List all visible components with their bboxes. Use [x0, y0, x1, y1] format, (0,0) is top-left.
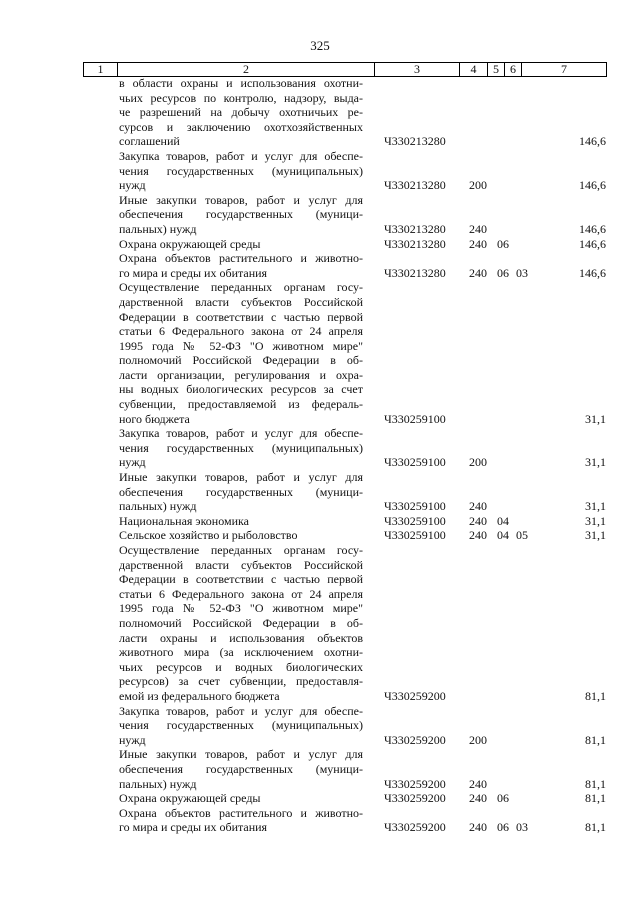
description-line: нужд — [119, 732, 146, 747]
target-code: Ч330213280 — [384, 236, 446, 251]
amount: 81,1 — [585, 791, 606, 806]
description-line: ны водных биологических ресурсов за счет — [119, 382, 363, 397]
target-code: Ч330259200 — [384, 791, 446, 806]
row-description — [119, 806, 363, 835]
description-line: обеспечения государственных (муници- — [119, 761, 363, 776]
description-line: нужд — [119, 178, 146, 193]
row-description — [119, 470, 363, 514]
expense-type: 240 — [469, 820, 487, 835]
table-row — [0, 426, 640, 470]
row-description — [119, 514, 363, 529]
table-row — [0, 791, 640, 806]
table-row — [0, 543, 640, 704]
description-line: чения государственных (муниципальных) — [119, 440, 363, 455]
target-code: Ч330213280 — [384, 265, 446, 280]
table-row — [0, 237, 640, 252]
column-header-5: 5 — [488, 63, 505, 77]
table-row — [0, 806, 640, 835]
amount: 31,1 — [585, 528, 606, 543]
description-line: дарственной власти субъектов Российской — [119, 294, 363, 309]
target-code: Ч330259200 — [384, 776, 446, 791]
subsection: 03 — [516, 820, 528, 835]
expense-type: 200 — [469, 178, 487, 193]
amount: 81,1 — [585, 820, 606, 835]
description-line: соглашений — [119, 134, 180, 149]
row-description — [119, 791, 363, 806]
description-line: чьих ресурсов и водных биологических — [119, 659, 363, 674]
description-line: Сельское хозяйство и рыболовство — [119, 528, 298, 543]
row-description — [119, 280, 363, 426]
expense-type: 240 — [469, 776, 487, 791]
row-description — [119, 76, 363, 149]
row-description — [119, 528, 363, 543]
amount: 31,1 — [585, 455, 606, 470]
description-line: Охрана окружающей среды — [119, 791, 261, 806]
row-description — [119, 237, 363, 252]
column-header-table — [83, 62, 607, 77]
description-line: полномочий Российской Федерации в об- — [119, 615, 363, 630]
section: 04 — [497, 513, 509, 528]
table-row — [0, 704, 640, 748]
section: 06 — [497, 791, 509, 806]
amount: 31,1 — [585, 499, 606, 514]
description-line: статьи 6 Федерального закона от 24 апреля — [119, 586, 363, 601]
amount: 146,6 — [579, 178, 606, 193]
description-line: Охрана объектов растительного и животно- — [119, 805, 363, 820]
target-code: Ч330259200 — [384, 820, 446, 835]
description-line: Иные закупки товаров, работ и услуг для — [119, 747, 363, 762]
expense-type: 240 — [469, 513, 487, 528]
row-description — [119, 543, 363, 704]
description-line: Охрана объектов растительного и животно- — [119, 251, 363, 266]
column-header-7: 7 — [522, 63, 607, 77]
target-code: Ч330259200 — [384, 688, 446, 703]
amount: 146,6 — [579, 265, 606, 280]
description-line: чения государственных (муниципальных) — [119, 718, 363, 733]
description-line: ресурсов) за счет субвенции, предоставля- — [119, 674, 363, 689]
amount: 146,6 — [579, 236, 606, 251]
row-description — [119, 149, 363, 193]
description-line: чения государственных (муниципальных) — [119, 163, 363, 178]
description-line: го мира и среды их обитания — [119, 820, 268, 835]
table-row — [0, 280, 640, 426]
expense-type: 240 — [469, 528, 487, 543]
description-line: 1995 года № 52-ФЗ "О животном мире" — [119, 601, 363, 616]
section: 06 — [497, 236, 509, 251]
description-line: дарственной власти субъектов Российской — [119, 557, 363, 572]
amount: 81,1 — [585, 776, 606, 791]
description-line: ласти охраны и использования объектов — [119, 630, 363, 645]
row-description — [119, 426, 363, 470]
description-line: Иные закупки товаров, работ и услуг для — [119, 192, 363, 207]
description-line: животного мира (за исключением охотни- — [119, 645, 363, 660]
description-line: пальных) нужд — [119, 776, 197, 791]
description-line: ного бюджета — [119, 411, 190, 426]
column-header-1: 1 — [84, 63, 118, 77]
description-line: полномочий Российской Федерации в об- — [119, 353, 363, 368]
row-description — [119, 193, 363, 237]
description-line: в области охраны и использования охотни- — [119, 76, 363, 90]
row-description — [119, 251, 363, 280]
target-code: Ч330259200 — [384, 732, 446, 747]
description-line: Федерации в соответствии с частью первой — [119, 572, 363, 587]
subsection: 05 — [516, 528, 528, 543]
description-line: Закупка товаров, работ и услуг для обеспе- — [119, 426, 363, 441]
target-code: Ч330213280 — [384, 134, 446, 149]
description-line: емой из федерального бюджета — [119, 688, 280, 703]
target-code: Ч330213280 — [384, 178, 446, 193]
description-line: го мира и среды их обитания — [119, 265, 268, 280]
description-line: Охрана окружающей среды — [119, 236, 261, 251]
description-line: чьих ресурсов по контролю, надзору, выда- — [119, 90, 363, 105]
description-line: обеспечения государственных (муници- — [119, 484, 363, 499]
expense-type: 240 — [469, 499, 487, 514]
description-line: 1995 года № 52-ФЗ "О животном мире" — [119, 338, 363, 353]
row-description — [119, 704, 363, 748]
section: 06 — [497, 820, 509, 835]
description-line: пальных) нужд — [119, 221, 197, 236]
table-row — [0, 193, 640, 237]
target-code: Ч330259100 — [384, 411, 446, 426]
column-header-2: 2 — [118, 63, 375, 77]
table-row — [0, 470, 640, 514]
table-row — [0, 76, 640, 149]
target-code: Ч330213280 — [384, 221, 446, 236]
amount: 146,6 — [579, 221, 606, 236]
target-code: Ч330259100 — [384, 455, 446, 470]
target-code: Ч330259100 — [384, 528, 446, 543]
description-line: Иные закупки товаров, работ и услуг для — [119, 470, 363, 485]
column-header-6: 6 — [505, 63, 522, 77]
budget-table-body — [0, 76, 640, 835]
description-line: че разрешений на добычу охотничьих ре- — [119, 105, 363, 120]
description-line: нужд — [119, 455, 146, 470]
description-line: субвенции, предоставляемой из федераль- — [119, 397, 363, 412]
amount: 81,1 — [585, 732, 606, 747]
amount: 31,1 — [585, 411, 606, 426]
section: 04 — [497, 528, 509, 543]
description-line: Федерации в соответствии с частью первой — [119, 309, 363, 324]
description-line: ласти организации, регулирования и охра- — [119, 367, 363, 382]
description-line: Осуществление переданных органам госу- — [119, 280, 363, 295]
target-code: Ч330259100 — [384, 499, 446, 514]
row-description — [119, 747, 363, 791]
table-row — [0, 149, 640, 193]
column-header-4: 4 — [460, 63, 488, 77]
description-line: статьи 6 Федерального закона от 24 апреля — [119, 324, 363, 339]
description-line: Национальная экономика — [119, 513, 249, 528]
table-row — [0, 747, 640, 791]
column-header-row — [84, 63, 607, 77]
table-row — [0, 251, 640, 280]
column-header-3: 3 — [375, 63, 460, 77]
table-row — [0, 528, 640, 543]
expense-type: 240 — [469, 236, 487, 251]
amount: 31,1 — [585, 513, 606, 528]
target-code: Ч330259100 — [384, 513, 446, 528]
expense-type: 200 — [469, 455, 487, 470]
subsection: 03 — [516, 265, 528, 280]
expense-type: 240 — [469, 265, 487, 280]
amount: 81,1 — [585, 688, 606, 703]
amount: 146,6 — [579, 134, 606, 149]
table-row — [0, 514, 640, 529]
description-line: обеспечения государственных (муници- — [119, 207, 363, 222]
section: 06 — [497, 265, 509, 280]
page-number: 325 — [310, 38, 330, 53]
description-line: Закупка товаров, работ и услуг для обеспе- — [119, 148, 363, 163]
expense-type: 240 — [469, 791, 487, 806]
expense-type: 200 — [469, 732, 487, 747]
expense-type: 240 — [469, 221, 487, 236]
description-line: пальных) нужд — [119, 499, 197, 514]
description-line: Закупка товаров, работ и услуг для обеспе- — [119, 703, 363, 718]
description-line: сурсов и заключению охотхозяйственных — [119, 119, 363, 134]
description-line: Осуществление переданных органам госу- — [119, 543, 363, 557]
